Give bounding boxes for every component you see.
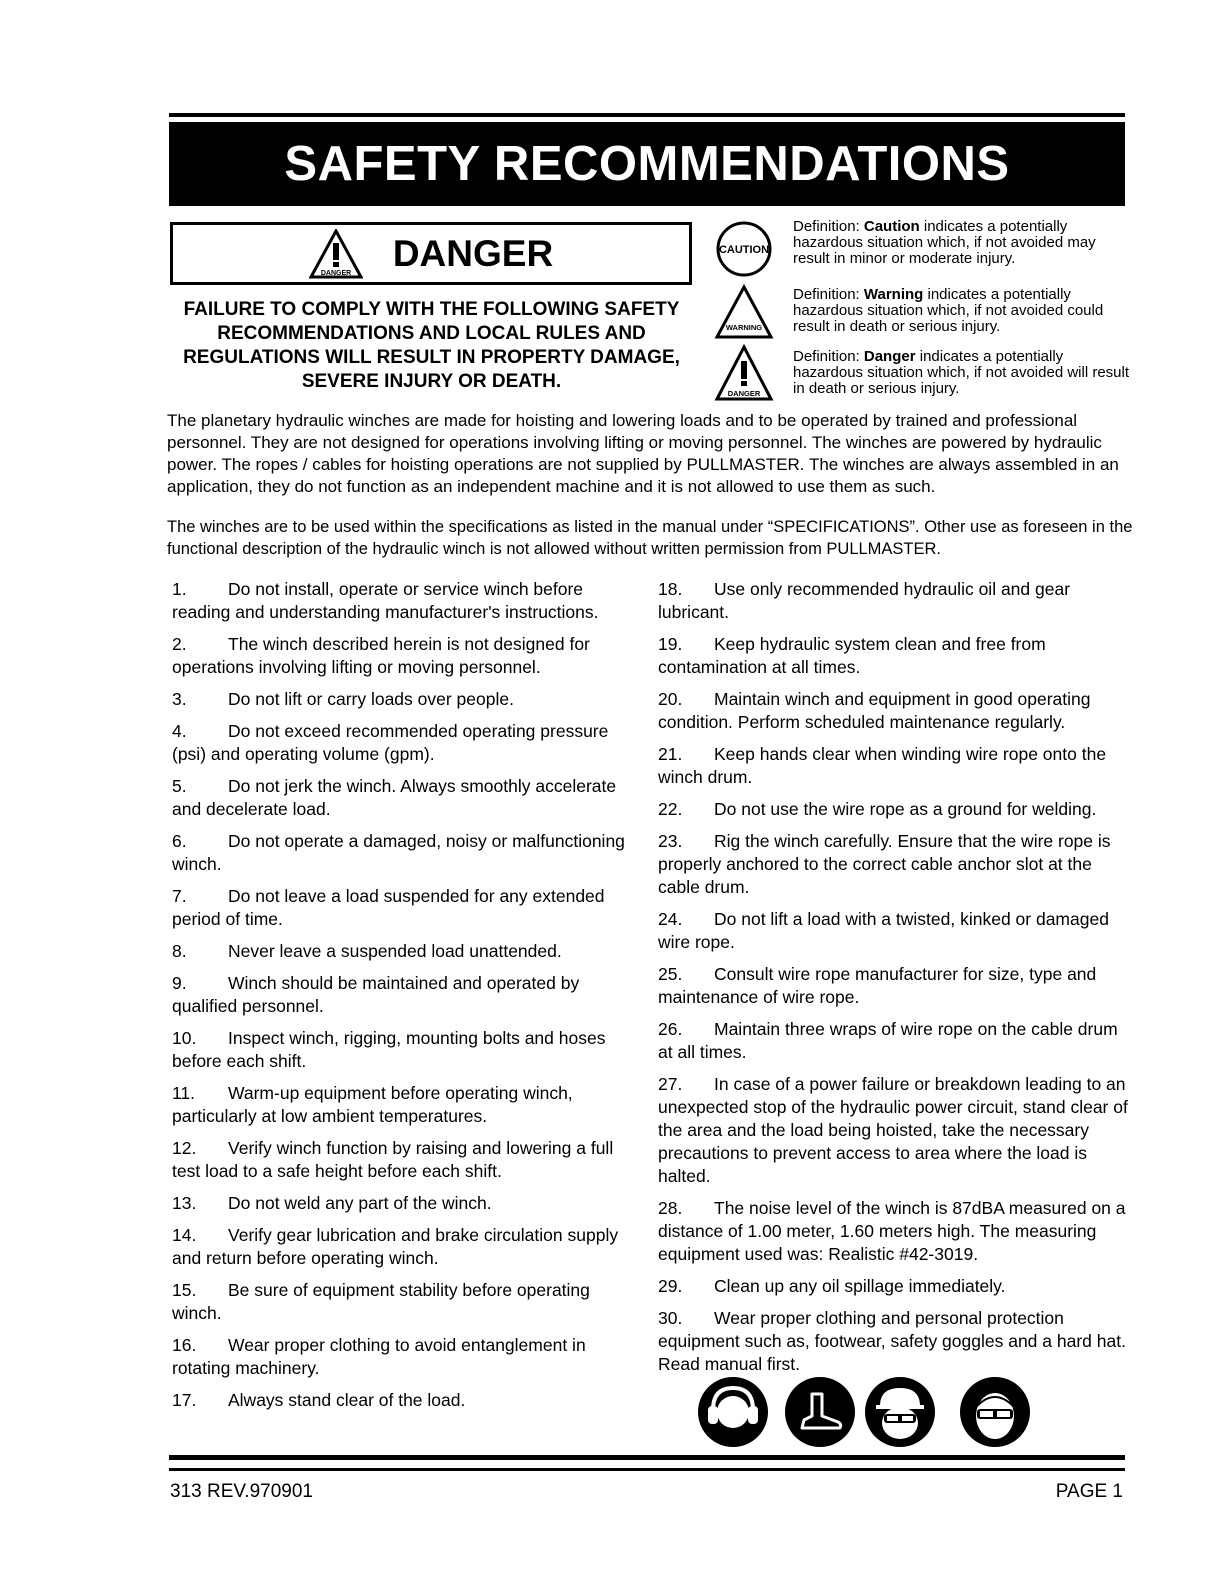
bottom-rule-thin	[169, 1468, 1125, 1471]
item-number: 25.	[658, 964, 683, 984]
document-revision: 313 REV.970901	[170, 1481, 313, 1502]
item-text: Maintain winch and equipment in good operating condition. Perform scheduled maintenance regularly.	[658, 689, 1091, 732]
item-number: 13.	[172, 1193, 197, 1213]
recommendation-item	[658, 1073, 1133, 1188]
item-text: Warm-up equipment before operating winch, particularly at low ambient temperatures.	[172, 1083, 573, 1126]
bottom-rule	[169, 1455, 1125, 1460]
recommendation-item	[172, 830, 642, 876]
item-text: The noise level of the winch is 87dBA measured on a distance of 1.00 meter, 1.60 meters high. The measuring equipment used was: Realistic #42-3019.	[658, 1198, 1126, 1264]
caution-term: Caution	[863, 218, 920, 235]
item-number: 18.	[658, 579, 683, 599]
item-number: 29.	[658, 1276, 683, 1296]
warning-term: Warning	[863, 286, 924, 303]
item-number: 6.	[172, 831, 187, 851]
item-number: 17.	[172, 1390, 197, 1410]
recommendation-item	[658, 688, 1133, 734]
item-text: Never leave a suspended load unattended.	[228, 941, 562, 961]
intro-paragraph-1: The planetary hydraulic winches are made for hoisting and lowering loads and to be operated by trained and professional personnel. They are not designed for operations involving lifting or moving personnel. The winches are powered by hydraulic power. The ropes / cables for hoisting operations are not supplied by PULLMASTER. The winches are always assembled in an application, they do not function as an independent machine and it is not allowed to use them as such.	[167, 411, 1119, 496]
item-number: 12.	[172, 1138, 197, 1158]
recommendation-item	[658, 1307, 1133, 1376]
recommendation-item	[172, 1279, 642, 1325]
item-number: 7.	[172, 886, 187, 906]
recommendation-item	[658, 1197, 1133, 1266]
item-number: 27.	[658, 1074, 683, 1094]
recommendation-item	[658, 1275, 1133, 1298]
item-text: Keep hydraulic system clean and free from contamination at all times.	[658, 634, 1046, 677]
item-text: Wear proper clothing to avoid entanglement in rotating machinery.	[172, 1335, 586, 1378]
recommendation-item	[658, 578, 1133, 624]
caution-definition-text: Definition: Caution indicates a potentially hazardous situation which, if not avoided may result in minor or moderate injury.	[793, 218, 1096, 267]
item-number: 1.	[172, 579, 187, 599]
danger-sign-caption: DANGER	[320, 269, 351, 277]
item-number: 28.	[658, 1198, 683, 1218]
recommendation-item	[172, 885, 642, 931]
item-number: 24.	[658, 909, 683, 929]
item-number: 22.	[658, 799, 683, 819]
item-number: 2.	[172, 634, 187, 654]
recommendation-item	[172, 940, 642, 963]
danger-term: Danger	[863, 348, 916, 365]
warning-definition-text: Definition: Warning indicates a potentially hazardous situation which, if not avoided could result in death or serious injury.	[793, 286, 1104, 335]
item-text: Do not operate a damaged, noisy or malfunctioning winch.	[172, 831, 625, 874]
recommendation-item	[172, 688, 642, 711]
recommendation-item	[658, 743, 1133, 789]
recommendation-item	[658, 1018, 1133, 1064]
warning-sign-caption: WARNING	[725, 323, 763, 332]
danger-definition-text: Definition: Danger indicates a potentially hazardous situation which, if not avoided will result in death or serious injury.	[793, 348, 1130, 397]
item-number: 8.	[172, 941, 187, 961]
recommendation-item	[172, 1389, 642, 1412]
caution-sign-caption: CAUTION	[718, 244, 770, 256]
recommendation-item	[172, 1224, 642, 1270]
recommendation-item	[172, 633, 642, 679]
item-text: Keep hands clear when winding wire rope onto the winch drum.	[658, 744, 1107, 787]
title-banner	[169, 122, 1125, 206]
top-rule	[169, 113, 1125, 117]
warning-definition	[714, 282, 1104, 342]
ppe-icons	[697, 1376, 1037, 1448]
item-text: Winch should be maintained and operated by qualified personnel.	[172, 973, 580, 1016]
recommendation-item	[172, 578, 642, 624]
recommendations-right-column	[658, 578, 1133, 1385]
danger-box	[170, 222, 692, 285]
item-text: Consult wire rope manufacturer for size, type and maintenance of wire rope.	[658, 964, 1097, 1007]
item-text: Do not exceed recommended operating pressure (psi) and operating volume (gpm).	[172, 721, 609, 764]
page-number: PAGE 1	[1055, 1481, 1123, 1502]
item-number: 10.	[172, 1028, 197, 1048]
danger-label: DANGER	[392, 232, 554, 274]
recommendation-item	[172, 972, 642, 1018]
item-number: 4.	[172, 721, 187, 741]
item-text: Do not install, operate or service winch before reading and understanding manufacturer's instructions.	[172, 579, 599, 622]
item-number: 11.	[172, 1083, 196, 1103]
item-text: Be sure of equipment stability before operating winch.	[172, 1280, 590, 1323]
item-text: Do not lift a load with a twisted, kinked or damaged wire rope.	[658, 909, 1109, 952]
item-text: Maintain three wraps of wire rope on the cable drum at all times.	[658, 1019, 1118, 1062]
item-number: 30.	[658, 1308, 683, 1328]
recommendation-item	[658, 633, 1133, 679]
recommendation-item	[658, 908, 1133, 954]
danger-definition-sign-caption: DANGER	[727, 389, 761, 398]
page-title: SAFETY RECOMMENDATIONS	[284, 137, 1010, 191]
item-text: Do not lift or carry loads over people.	[228, 689, 514, 709]
item-number: 20.	[658, 689, 683, 709]
caution-sign-icon	[715, 220, 773, 278]
recommendation-item	[658, 830, 1133, 899]
recommendation-item	[172, 1137, 642, 1183]
recommendations-left-column	[172, 578, 642, 1421]
danger-sign-icon	[309, 229, 363, 279]
warning-sign-icon	[714, 284, 774, 340]
recommendation-item	[172, 720, 642, 766]
item-text: Do not leave a load suspended for any extended period of time.	[172, 886, 605, 929]
caution-definition	[714, 218, 1096, 279]
intro-paragraph-2: The winches are to be used within the specifications as listed in the manual under “SPECIFICATIONS”. Other use as foreseen in the functional description of the hydraulic winch is not allowed without written permission from PULLMASTER.	[167, 518, 1133, 558]
recommendation-item	[172, 1192, 642, 1215]
item-text: Rig the winch carefully. Ensure that the wire rope is properly anchored to the correct cable anchor slot at the cable drum.	[658, 831, 1111, 897]
item-text: Inspect winch, rigging, mounting bolts and hoses before each shift.	[172, 1028, 606, 1071]
item-text: Verify gear lubrication and brake circulation supply and return before operating winch.	[172, 1225, 619, 1268]
hard-hat-goggles-icon	[864, 1376, 936, 1448]
danger-sign-icon	[714, 344, 774, 402]
item-number: 15.	[172, 1280, 197, 1300]
item-text: Always stand clear of the load.	[228, 1390, 466, 1410]
item-text: Do not use the wire rope as a ground for welding.	[714, 799, 1097, 819]
failure-notice: FAILURE TO COMPLY WITH THE FOLLOWING SAFETY RECOMMENDATIONS AND LOCAL RULES AND REGULATIONS WILL RESULT IN PROPERTY DAMAGE, SEVERE INJURY OR DEATH.	[183, 299, 680, 392]
recommendation-item	[658, 963, 1133, 1009]
danger-definition	[714, 343, 1130, 403]
item-number: 9.	[172, 973, 187, 993]
ear-protection-icon	[697, 1376, 769, 1448]
item-text: Clean up any oil spillage immediately.	[714, 1276, 1006, 1296]
item-text: Wear proper clothing and personal protection equipment such as, footwear, safety goggles and a hard hat. Read manual first.	[658, 1308, 1126, 1374]
item-text: In case of a power failure or breakdown leading to an unexpected stop of the hydraulic power circuit, stand clear of the area and the load being hoisted, take the necessary precautions to prevent access to area where the load is halted.	[658, 1074, 1128, 1186]
item-text: Do not weld any part of the winch.	[228, 1193, 492, 1213]
item-number: 19.	[658, 634, 683, 654]
item-text: Do not jerk the winch. Always smoothly accelerate and decelerate load.	[172, 776, 617, 819]
recommendation-item	[172, 1334, 642, 1380]
item-text: The winch described herein is not designed for operations involving lifting or moving personnel.	[172, 634, 590, 677]
item-number: 26.	[658, 1019, 683, 1039]
item-number: 5.	[172, 776, 187, 796]
item-text: Use only recommended hydraulic oil and gear lubricant.	[658, 579, 1071, 622]
safety-boot-icon	[784, 1376, 856, 1448]
item-text: Verify winch function by raising and lowering a full test load to a safe height before each shift.	[172, 1138, 614, 1181]
item-number: 21.	[658, 744, 683, 764]
recommendation-item	[172, 1082, 642, 1128]
item-number: 23.	[658, 831, 683, 851]
safety-goggles-icon	[959, 1376, 1031, 1448]
recommendation-item	[172, 1027, 642, 1073]
recommendation-item	[172, 775, 642, 821]
recommendation-item	[658, 798, 1133, 821]
item-number: 16.	[172, 1335, 197, 1355]
item-number: 3.	[172, 689, 187, 709]
item-number: 14.	[172, 1225, 197, 1245]
